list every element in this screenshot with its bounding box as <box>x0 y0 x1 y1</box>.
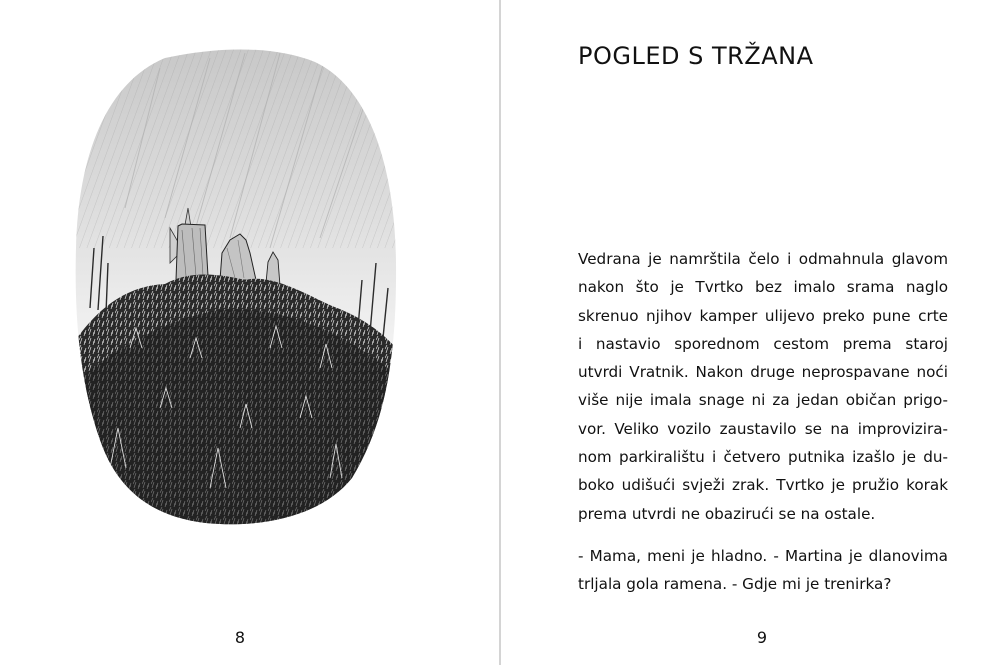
text-line: trljala gola ramena. - Gdje mi je trenirka? <box>578 575 892 594</box>
text-line: nakon što je Tvrtko bez imalo srama naglo <box>578 278 948 297</box>
text-line: više nije imala snage ni za jedan običan prigo- <box>578 391 948 410</box>
page-number: 8 <box>234 628 246 647</box>
castle-ruins-illustration <box>70 48 400 528</box>
chapter-title: POGLED S TRŽANA <box>578 42 814 70</box>
text-line: skrenuo njihov kamper ulijevo preko pune crte <box>578 306 948 325</box>
text-line: - Mama, meni je hladno. - Martina je dlanovima <box>578 546 948 565</box>
text-line: boko udišući svježi zrak. Tvrtko je pružio korak <box>578 476 948 495</box>
right-page <box>501 0 1000 665</box>
text-line: vor. Veliko vozilo zaustavilo se na improvizira- <box>578 419 948 438</box>
paragraph <box>578 542 948 599</box>
text-line: utvrdi Vratnik. Nakon druge neprospavane noći <box>578 363 948 382</box>
text-line: prema utvrdi ne obazirući se na ostale. <box>578 504 876 523</box>
paragraph <box>578 245 948 528</box>
text-line: nom parkiralištu i četvero putnika izašlo je du- <box>578 448 948 467</box>
page-number: 9 <box>756 628 768 647</box>
text-line: i nastavio sporednom cestom prema staroj <box>578 334 948 353</box>
text-line: Vedrana je namrštila čelo i odmahnula glavom <box>578 250 948 268</box>
body-text <box>578 245 948 599</box>
